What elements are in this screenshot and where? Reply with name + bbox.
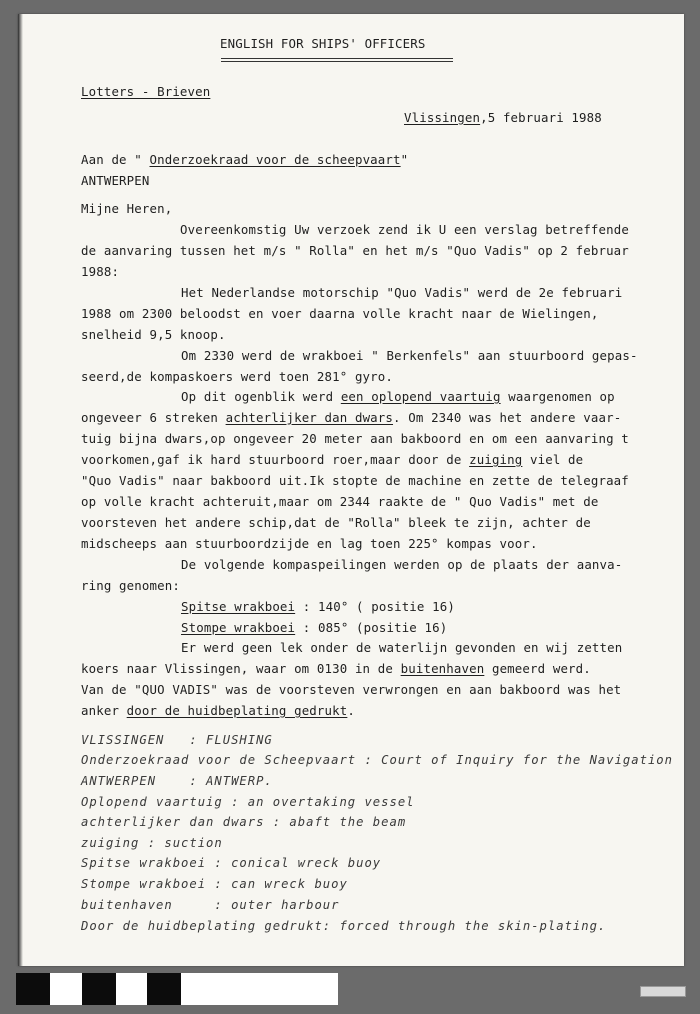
underlined-term: door de huidbeplating gedrukt bbox=[126, 703, 348, 718]
text-run: gemeerd werd. bbox=[484, 661, 591, 676]
glossary-entry: zuiging : suction bbox=[81, 836, 223, 850]
underlined-term: een oplopend vaartuig bbox=[340, 389, 501, 404]
glossary-entry: ANTWERPEN : ANTWERP. bbox=[81, 774, 273, 788]
text-run: . Om 2340 was het andere vaar- bbox=[393, 410, 622, 425]
paragraph-line bbox=[81, 663, 591, 675]
paragraph-line: 1988 om 2300 beloodst en voer daarna volle kracht naar de Wielingen, bbox=[81, 306, 599, 321]
bearing-value: : 085° (positie 16) bbox=[295, 620, 448, 635]
text-run: ongeveer 6 streken bbox=[81, 410, 226, 425]
paragraph-line: de aanvaring tussen het m/s " Rolla" en het m/s "Quo Vadis" op 2 februar bbox=[81, 243, 629, 258]
text-run: anker bbox=[81, 703, 127, 718]
salutation: Mijne Heren, bbox=[81, 201, 173, 216]
text-run: . bbox=[347, 703, 355, 718]
date-line bbox=[404, 112, 602, 124]
paragraph-line: Overeenkomstig Uw verzoek zend ik U een verslag betreffende bbox=[180, 222, 629, 237]
title-double-underline bbox=[221, 58, 453, 62]
glossary-entry: achterlijker dan dwars : abaft the beam bbox=[81, 815, 407, 829]
glossary-entry: Stompe wrakboei : can wreck buoy bbox=[81, 877, 348, 891]
paragraph-line: ring genomen: bbox=[81, 578, 180, 593]
paragraph-line: Het Nederlandse motorschip "Quo Vadis" werd de 2e februari bbox=[181, 285, 623, 300]
addressee-name: Onderzoekraad voor de scheepvaart bbox=[149, 152, 401, 167]
paragraph-line: "Quo Vadis" naar bakboord uit.Ik stopte de machine en zette de telegraaf bbox=[81, 473, 629, 488]
paragraph-line: snelheid 9,5 knoop. bbox=[81, 327, 226, 342]
paragraph-line: seerd,de kompaskoers werd toen 281° gyro. bbox=[81, 369, 394, 384]
paragraph-line: Van de "QUO VADIS" was de voorsteven verwrongen en aan bakboord was het bbox=[81, 682, 622, 697]
underlined-term: zuiging bbox=[469, 452, 523, 467]
paragraph-line bbox=[181, 391, 615, 403]
paragraph-line: op volle kracht achteruit,maar om 2344 raakte de " Quo Vadis" met de bbox=[81, 494, 599, 509]
text-run: koers naar Vlissingen, waar om 0130 in de bbox=[81, 661, 401, 676]
text-run: viel de bbox=[522, 452, 584, 467]
paragraph-line: midscheeps aan stuurboordzijde en lag toen 225° kompas voor. bbox=[81, 536, 538, 551]
paragraph-line: 1988: bbox=[81, 264, 120, 279]
scale-bar-block bbox=[82, 973, 116, 1005]
scale-bar-block bbox=[147, 973, 181, 1005]
addressee-line bbox=[81, 154, 408, 166]
text-run: Op dit ogenblik werd bbox=[181, 389, 341, 404]
paragraph-line: tuig bijna dwars,op ongeveer 20 meter aan bakboord en om een aanvaring t bbox=[81, 431, 629, 446]
glossary-entry: Oplopend vaartuig : an overtaking vessel bbox=[81, 795, 415, 809]
glossary-entry: VLISSINGEN : FLUSHING bbox=[81, 733, 273, 747]
glossary-entry: Spitse wrakboei : conical wreck buoy bbox=[81, 856, 382, 870]
underlined-term: buitenhaven bbox=[400, 661, 485, 676]
paragraph-line bbox=[81, 454, 583, 466]
underlined-term: achterlijker dan dwars bbox=[225, 410, 394, 425]
bearing-line bbox=[181, 601, 455, 613]
paragraph-line bbox=[81, 412, 621, 424]
text-run: waargenomen op bbox=[500, 389, 615, 404]
paragraph-line: De volgende kompaspeilingen werden op de plaats der aanva- bbox=[181, 557, 623, 572]
archive-label-tag bbox=[640, 986, 686, 997]
addressee-city: ANTWERPEN bbox=[81, 173, 150, 188]
glossary-entry: Onderzoekraad voor de Scheepvaart : Court of Inquiry for the Navigation bbox=[81, 753, 673, 767]
paragraph-line: voorsteven het andere schip,dat de "Rolla" bleek te zijn, achter de bbox=[81, 515, 591, 530]
text-run: voorkomen,gaf ik hard stuurboord roer,maar door de bbox=[81, 452, 470, 467]
bearing-value: : 140° ( positie 16) bbox=[295, 599, 455, 614]
series-label: Lotters - Brieven bbox=[81, 84, 211, 99]
addressee-prefix: Aan de " bbox=[81, 152, 150, 167]
glossary-entry: Door de huidbeplating gedrukt: forced through the skin-plating. bbox=[81, 919, 607, 933]
date-value: ,5 februari 1988 bbox=[480, 110, 602, 125]
glossary-entry: buitenhaven : outer harbour bbox=[81, 898, 340, 912]
bearing-label: Spitse wrakboei bbox=[181, 599, 296, 614]
bearing-label: Stompe wrakboei bbox=[181, 620, 296, 635]
bearing-line bbox=[181, 622, 447, 634]
paragraph-line: Er werd geen lek onder de waterlijn gevonden en wij zetten bbox=[181, 640, 623, 655]
document-title: ENGLISH FOR SHIPS' OFFICERS bbox=[220, 36, 426, 51]
paragraph-line bbox=[81, 705, 355, 717]
addressee-suffix: " bbox=[400, 152, 409, 167]
paragraph-line: Om 2330 werd de wrakboei " Berkenfels" aan stuurboord gepas- bbox=[181, 348, 638, 363]
scale-bar-block bbox=[16, 973, 50, 1005]
letter-page bbox=[18, 14, 684, 966]
page-binding-shadow bbox=[18, 14, 23, 966]
date-place: Vlissingen bbox=[404, 110, 481, 125]
